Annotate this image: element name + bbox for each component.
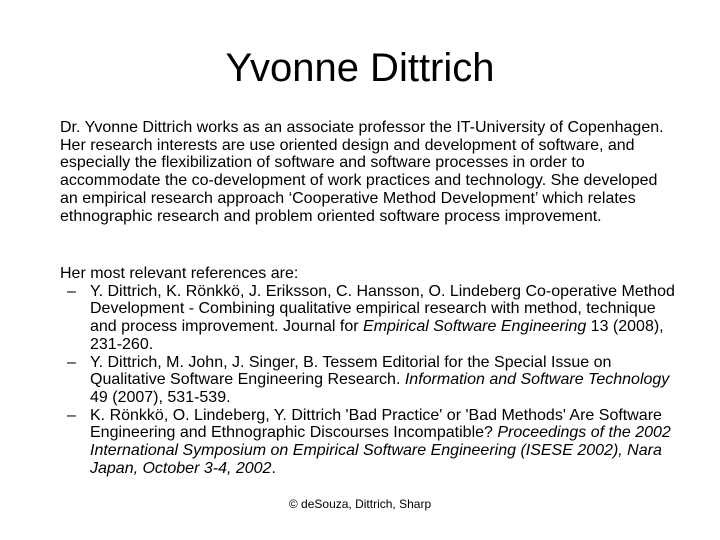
reference-details: . [271,459,276,477]
reference-details: 13 (2008), 231-260. [90,318,664,353]
bullet-dash: – [67,282,76,300]
bio-paragraph: Dr. Yvonne Dittrich works as an associate professor the IT-University of Copenhagen. Her research interests are use oriented design and development of software, and especially the flexibilization of software and software processes in order to accommodate the co-development of work practices and technology. She developed an empirical research approach ‘Cooperative Method Development’ which relates ethnographic research and problem oriented software process improvement. [60,119,664,225]
reference-journal: Information and Software Technology [404,371,670,389]
bullet-dash: – [67,353,76,371]
reference-details: 49 (2007), 531-539. [90,388,231,406]
reference-item [60,354,680,407]
references-section [60,265,680,477]
reference-item [60,407,680,478]
reference-text: K. Rönkkö, O. Lindeberg, Y. Dittrich 'Bad Practice' or 'Bad Methods' Are Software Engineering and Ethnographic Discourses Incompatible? [90,406,662,442]
reference-item [60,283,680,354]
slide-title: Yvonne Dittrich [225,46,495,90]
reference-text: Y. Dittrich, K. Rönkkö, J. Eriksson, C. Hansson, O. Lindeberg Co-operative Method Development - Combining qualitative empirical research with method, technique and process improvement. Journal for [90,282,675,336]
copyright-footer: © deSouza, Dittrich, Sharp [288,497,432,511]
references-intro: Her most relevant references are: [60,265,299,282]
reference-text: Y. Dittrich, M. John, J. Singer, B. Tessem Editorial for the Special Issue on Qualitative Software Engineering Research. [90,353,612,389]
bullet-dash: – [67,406,76,424]
reference-journal: Proceedings of the 2002 International Symposium on Empirical Software Engineering (ISESE 2002), Nara Japan, October 3-4, 2002 [90,424,671,477]
reference-journal: Empirical Software Engineering [363,318,587,336]
